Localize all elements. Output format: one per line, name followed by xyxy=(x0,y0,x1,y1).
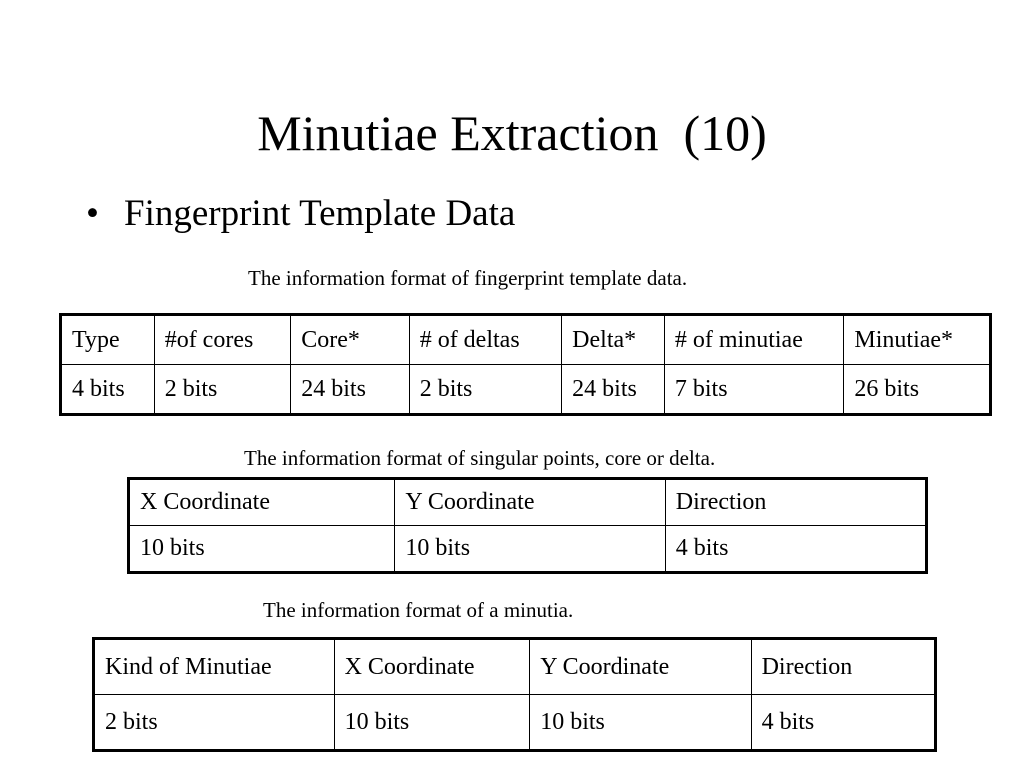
table-header-cell: Core* xyxy=(291,315,409,365)
table-header-row xyxy=(94,639,936,695)
table-row xyxy=(61,365,991,415)
table-cell: 2 bits xyxy=(94,695,335,751)
template-format-table xyxy=(59,313,992,416)
table-header-cell: Y Coordinate xyxy=(395,479,665,526)
table-header-row xyxy=(129,479,927,526)
minutia-table-caption: The information format of a minutia. xyxy=(263,598,574,622)
slide-title: Minutiae Extraction (10) xyxy=(257,105,767,161)
singular-point-format-table xyxy=(127,477,928,574)
table-header-cell: X Coordinate xyxy=(334,639,530,695)
table-cell: 2 bits xyxy=(154,365,291,415)
table-cell: 2 bits xyxy=(409,365,561,415)
table-cell: 10 bits xyxy=(530,695,751,751)
table-header-cell: #of cores xyxy=(154,315,291,365)
table-cell: 4 bits xyxy=(665,526,926,573)
table-row xyxy=(129,526,927,573)
table-row xyxy=(94,695,936,751)
table-header-cell: Minutiae* xyxy=(844,315,991,365)
table-cell: 4 bits xyxy=(61,365,155,415)
table-cell: 10 bits xyxy=(129,526,395,573)
table-header-cell: Delta* xyxy=(562,315,665,365)
table-header-cell: Direction xyxy=(751,639,935,695)
bullet-symbol: • xyxy=(86,193,99,234)
singular-table-caption: The information format of singular points, core or delta. xyxy=(244,446,716,470)
table-cell: 26 bits xyxy=(844,365,991,415)
bullet-item xyxy=(86,191,515,237)
table-header-cell: Type xyxy=(61,315,155,365)
template-table-caption: The information format of fingerprint template data. xyxy=(248,266,688,290)
table-header-cell: X Coordinate xyxy=(129,479,395,526)
minutia-format-table xyxy=(92,637,937,752)
table-header-cell: Y Coordinate xyxy=(530,639,751,695)
bullet-text: Fingerprint Template Data xyxy=(124,193,516,234)
table-cell: 24 bits xyxy=(562,365,665,415)
table-header-cell: # of minutiae xyxy=(664,315,844,365)
table-cell: 4 bits xyxy=(751,695,935,751)
table-cell: 24 bits xyxy=(291,365,409,415)
table-cell: 10 bits xyxy=(395,526,665,573)
table-cell: 7 bits xyxy=(664,365,844,415)
table-header-cell: Kind of Minutiae xyxy=(94,639,335,695)
table-header-row xyxy=(61,315,991,365)
table-header-cell: Direction xyxy=(665,479,926,526)
table-header-cell: # of deltas xyxy=(409,315,561,365)
table-cell: 10 bits xyxy=(334,695,530,751)
